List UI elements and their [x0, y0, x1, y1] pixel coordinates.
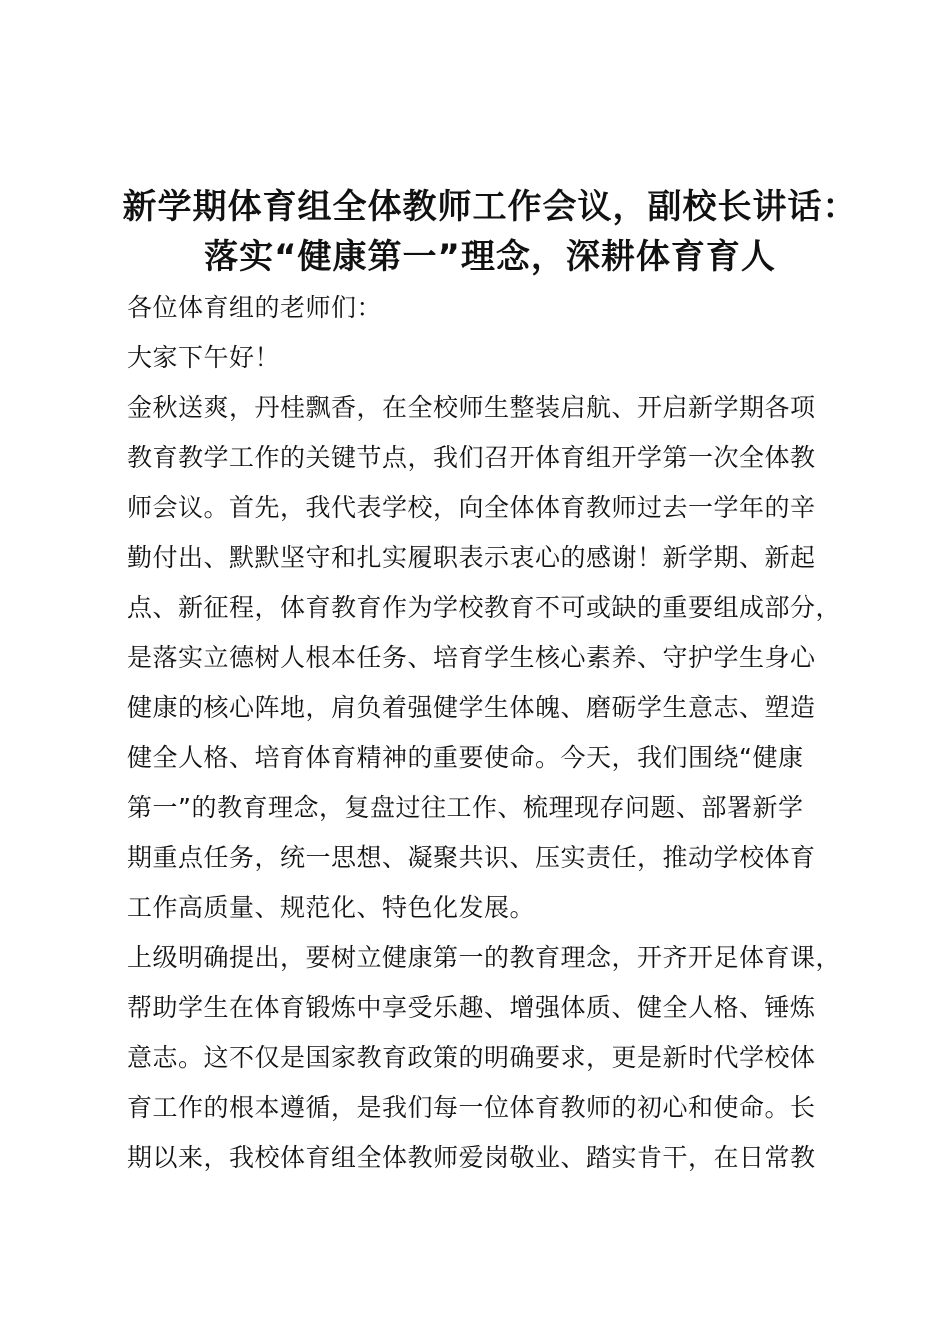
text-line: 健康的核心阵地，肩负着强健学生体魄、磨砺学生意志、塑造: [127, 693, 816, 722]
text-line: 勤付出、默默坚守和扎实履职表示衷心的感谢！新学期、新起: [127, 543, 816, 572]
text-line: 第一”的教育理念，复盘过往工作、梳理现存问题、部署新学: [127, 793, 804, 822]
document-title-line-2: 落实“健康第一”理念，深耕体育育人: [204, 237, 776, 277]
text-line: 工作高质量、规范化、特色化发展。: [127, 893, 536, 922]
text-line: 师会议。首先，我代表学校，向全体体育教师过去一学年的辛: [127, 493, 816, 522]
document-title-line-1: 新学期体育组全体教师工作会议，副校长讲话：: [122, 187, 858, 227]
text-line: 育工作的根本遵循，是我们每一位体育教师的初心和使命。长: [127, 1093, 816, 1122]
text-line: 期重点任务，统一思想、凝聚共识、压实责任，推动学校体育: [127, 843, 816, 872]
body-paragraph-2: [127, 933, 857, 1183]
text-line: 期以来，我校体育组全体教师爱岗敬业、踏实肯干，在日常教: [127, 1143, 816, 1172]
text-line: 意志。这不仅是国家教育政策的明确要求，更是新时代学校体: [127, 1043, 816, 1072]
salutation-paragraph: [127, 283, 857, 333]
text-line: 健全人格、培育体育精神的重要使命。今天，我们围绕“健康: [127, 743, 804, 772]
body-paragraph-1: [127, 383, 857, 933]
text-line: 各位体育组的老师们：: [127, 293, 383, 322]
document-body: [127, 283, 857, 1183]
text-line: 金秋送爽，丹桂飘香，在全校师生整装启航、开启新学期各项: [127, 393, 816, 422]
text-line: 上级明确提出，要树立健康第一的教育理念，开齐开足体育课，: [127, 943, 842, 972]
text-line: 点、新征程，体育教育作为学校教育不可或缺的重要组成部分，: [127, 593, 842, 622]
text-line: 教育教学工作的关键节点，我们召开体育组开学第一次全体教: [127, 443, 816, 472]
text-line: 大家下午好！: [127, 343, 281, 372]
text-line: 是落实立德树人根本任务、培育学生核心素养、守护学生身心: [127, 643, 816, 672]
text-line: 帮助学生在体育锻炼中享受乐趣、增强体质、健全人格、锤炼: [127, 993, 816, 1022]
greeting-paragraph: [127, 333, 857, 383]
